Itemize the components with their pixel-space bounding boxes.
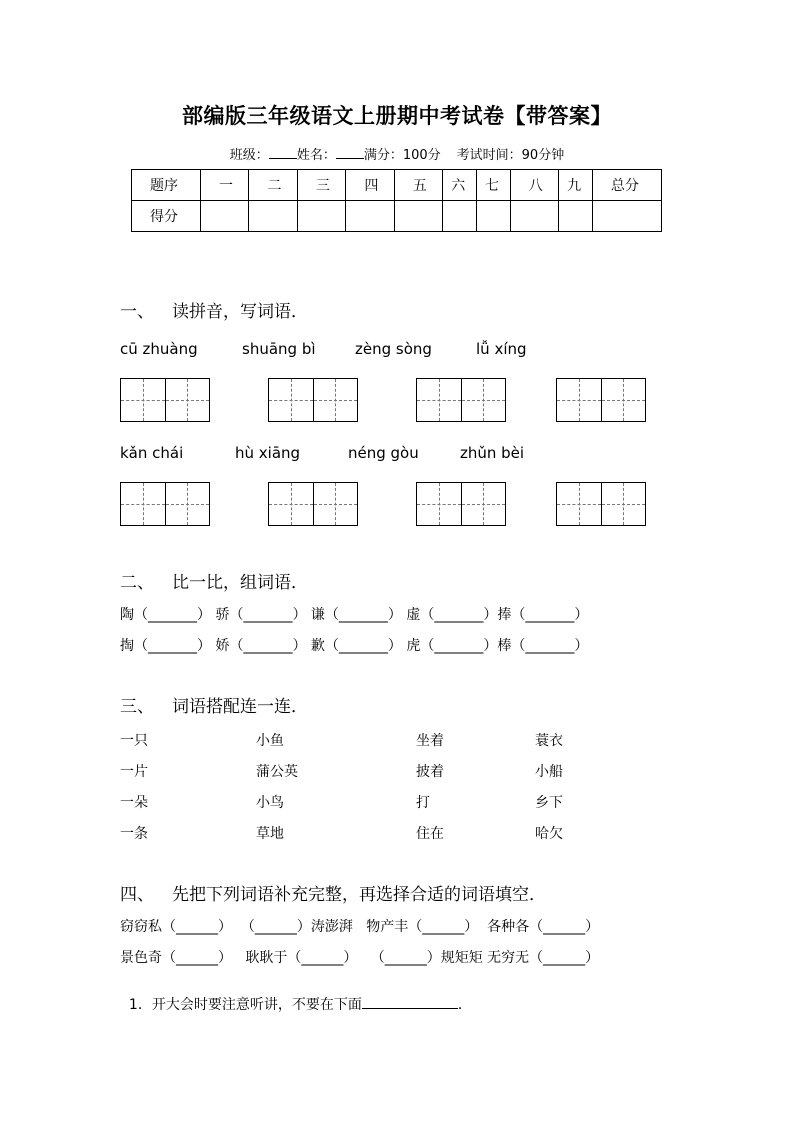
score-table-header-row [132,170,662,201]
class-blank[interactable] [269,146,297,159]
match-word[interactable]: 小鸟 [256,795,284,811]
header-cell: 四 [346,170,394,201]
fill-question-1 [120,978,472,1014]
score-cell[interactable] [346,201,394,232]
match-word[interactable]: 蓑衣 [535,733,563,749]
idiom-line-1: 窃窃私（______） （______）涛澎湃 物产丰（______） 各种各（______） [120,919,600,935]
name-blank[interactable] [336,146,364,159]
info-line [0,144,794,163]
header-cell: 五 [394,170,442,201]
match-word[interactable]: 蒲公英 [256,764,298,780]
writing-grid[interactable] [416,378,506,422]
match-word[interactable]: 小鱼 [256,733,284,749]
header-cell: 三 [297,170,345,201]
header-cell: 六 [443,170,477,201]
pinyin-6: hù xiāng [235,444,301,462]
score-cell[interactable] [476,201,510,232]
section2-number: 二、 [120,573,154,593]
pinyin-8: zhǔn bèi [460,444,525,462]
compare-line-2: 掏（_______） 娇（_______） 歉（_______） 虎（_______）棒（_______） [120,638,589,654]
header-cell: 总分 [592,170,661,201]
idiom-line-2: 景色奇（______） 耿耿于（______） （______）规矩矩 无穷无（______） [120,950,600,966]
writing-grid[interactable] [556,378,646,422]
pinyin-1: cū zhuàng [120,340,198,358]
score-cell[interactable] [510,201,558,232]
page-title: 部编版三年级语文上册期中考试卷【带答案】 [182,103,612,128]
section3-number: 三、 [120,697,154,717]
section2-heading [120,568,308,593]
pinyin-5: kǎn chái [120,444,184,462]
score-table-score-row [132,201,662,232]
section1-number: 一、 [120,302,154,322]
pinyin-2: shuāng bì [242,340,316,358]
fill-question-1-end: ． [457,997,472,1013]
score-table [131,169,662,232]
header-cell: 八 [510,170,558,201]
match-word[interactable]: 哈欠 [535,826,563,842]
score-cell[interactable] [443,201,477,232]
writing-grid[interactable] [120,378,210,422]
score-cell[interactable] [559,201,593,232]
full-score: 满分：100分 [363,148,441,163]
exam-time: 考试时间：90分钟 [456,148,565,163]
match-word[interactable]: 坐着 [416,733,444,749]
match-word[interactable]: 一朵 [120,795,148,811]
writing-grid[interactable] [268,482,358,526]
section3-title: 词语搭配连一连． [172,697,308,717]
writing-grid[interactable] [120,482,210,526]
match-word[interactable]: 乡下 [535,795,563,811]
section1-title: 读拼音，写词语． [172,302,308,322]
match-word[interactable]: 打 [416,795,430,811]
score-row-label: 得分 [132,201,201,232]
header-cell: 一 [201,170,249,201]
match-word[interactable]: 一条 [120,826,148,842]
name-label: 姓名： [296,148,336,163]
pinyin-7: néng gòu [348,444,419,462]
section2-title: 比一比，组词语． [172,573,308,593]
match-word[interactable]: 披着 [416,764,444,780]
writing-grid[interactable] [268,378,358,422]
header-cell: 七 [476,170,510,201]
match-word[interactable]: 草地 [256,826,284,842]
header-cell: 二 [249,170,297,201]
header-cell: 九 [559,170,593,201]
section4-heading [120,880,546,905]
section1-heading [120,297,308,322]
score-cell[interactable] [201,201,249,232]
writing-grid[interactable] [556,482,646,526]
score-cell[interactable] [592,201,661,232]
compare-line-1: 陶（_______） 骄（_______） 谦（_______） 虚（_______）捧（_______） [120,607,589,623]
fill-question-1-text: 1．开大会时要注意听讲，不要在下面 [128,997,362,1013]
pinyin-4: lǚ xíng [476,340,527,358]
answer-blank[interactable] [362,995,458,1009]
score-cell[interactable] [297,201,345,232]
match-word[interactable]: 一只 [120,733,148,749]
header-cell: 题序 [132,170,201,201]
writing-grid[interactable] [416,482,506,526]
section4-number: 四、 [120,885,154,905]
class-label: 班级： [229,148,269,163]
section3-heading [120,692,308,717]
score-cell[interactable] [394,201,442,232]
pinyin-3: zèng sòng [355,340,432,358]
score-cell[interactable] [249,201,297,232]
match-word[interactable]: 一片 [120,764,148,780]
match-word[interactable]: 小船 [535,764,563,780]
match-word[interactable]: 住在 [416,826,444,842]
section4-title: 先把下列词语补充完整，再选择合适的词语填空． [172,885,546,905]
